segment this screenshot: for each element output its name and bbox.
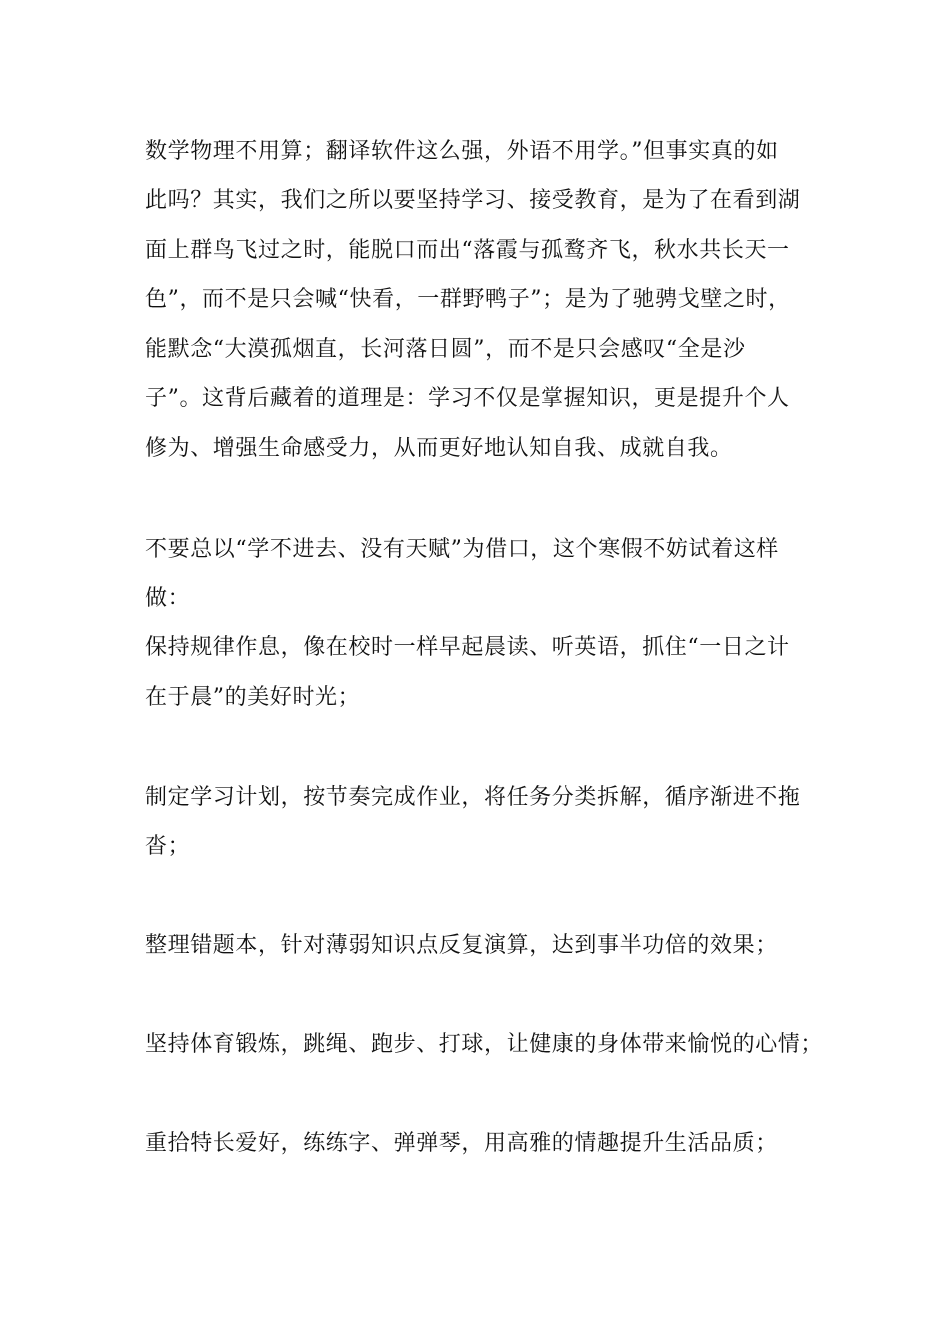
list-item-3: 整理错题本，针对薄弱知识点反复演算，达到事半功倍的效果； — [145, 933, 778, 958]
paragraph-1-line-2: 此吗？其实，我们之所以要坚持学习、接受教育，是为了在看到湖 — [145, 188, 801, 213]
list-item-2-line-1: 制定学习计划，按节奏完成作业，将任务分类拆解，循序渐进不拖 — [145, 785, 801, 810]
paragraph-1-line-7: 修为、增强生命感受力，从而更好地认知自我、成就自我。 — [145, 436, 733, 461]
paragraph-1-line-4: 色”，而不是只会喊“快看，一群野鸭子”；是为了驰骋戈壁之时， — [145, 287, 791, 312]
paragraph-1-line-3: 面上群鸟飞过之时，能脱口而出“落霞与孤鹜齐飞，秋水共长天一 — [145, 238, 790, 263]
list-item-4: 坚持体育锻炼，跳绳、跑步、打球，让健康的身体带来愉悦的心情； — [145, 1032, 824, 1057]
list-item-2-line-2: 沓； — [145, 834, 191, 859]
list-item-5: 重拾特长爱好，练练字、弹弹琴，用高雅的情趣提升生活品质； — [145, 1131, 778, 1156]
list-item-1-line-1: 保持规律作息，像在校时一样早起晨读、听英语，抓住“一日之计 — [145, 635, 790, 660]
paragraph-2-line-2: 做： — [145, 586, 191, 611]
paragraph-1-line-6: 子”。这背后藏着的道理是：学习不仅是掌握知识，更是提升个人 — [145, 386, 790, 411]
paragraph-2-line-1: 不要总以“学不进去、没有天赋”为借口，这个寒假不妨试着这样 — [145, 537, 779, 562]
list-item-1-line-2: 在于晨”的美好时光； — [145, 685, 361, 710]
paragraph-1-line-5: 能默念“大漠孤烟直，长河落日圆”，而不是只会感叹“全是沙 — [145, 337, 746, 362]
paragraph-1-line-1: 数学物理不用算；翻译软件这么强，外语不用学。”但事实真的如 — [145, 139, 779, 164]
